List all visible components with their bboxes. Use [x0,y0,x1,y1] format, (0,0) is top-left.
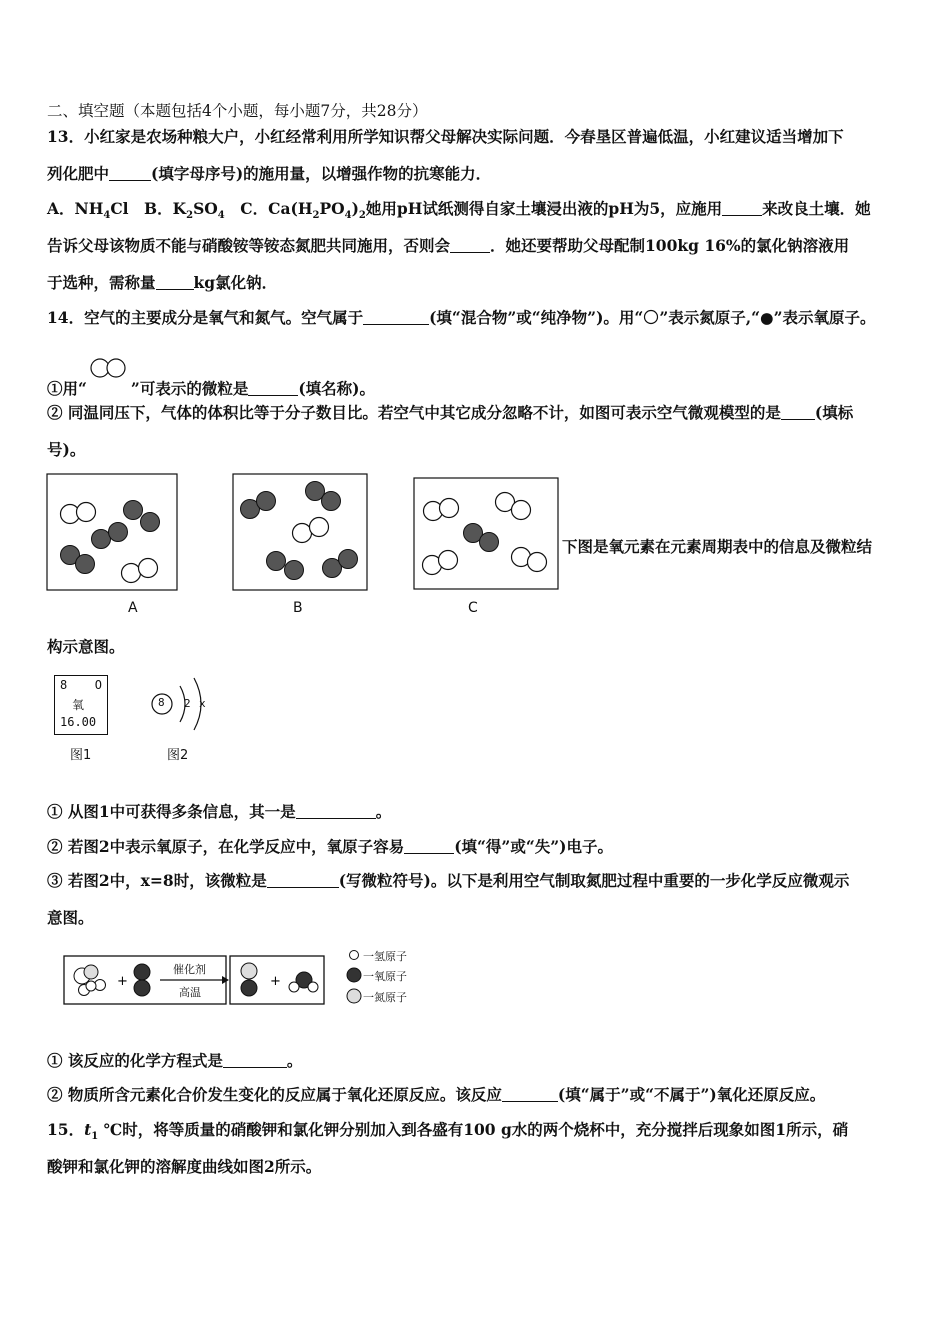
answer-blank[interactable] [296,803,376,819]
air-model-figure [46,472,562,622]
q14-line-10: ① 该反应的化学方程式是 。 [47,1051,303,1070]
shell-2-electrons: x [199,697,206,710]
element-card [54,675,108,735]
q15-line-1: 15．$t_1$ ℃时，将等质量的硝酸钾和氯化钾分别加入到各盛有100 g水的两个烧杯中，充分搅拌后现象如图1所示，硝 [47,1120,849,1143]
legend-oxygen: 一氧原子 [363,970,407,983]
q14-side-text: 下图是氧元素在元素周期表中的信息及微粒结 [562,537,873,556]
model-box-c [414,478,558,589]
shell-1-electrons: 2 [184,697,191,710]
reaction-diagram [62,945,432,1011]
answer-blank[interactable] [223,1052,287,1068]
q14-line-1: 14．空气的主要成分是氧气和氮气。空气属于 (填“混合物”或“纯净物”)。用“ ”表示氮原子,“●”表示氧原子。 [47,308,876,327]
answer-blank[interactable] [450,237,490,253]
q13-line-3: A．$NH_4Cl$ B．$K_2SO_4$ C．$Ca(H_2PO_4)_2$她用pH试纸测得自家土壤浸出液的pH为5，应施用 来改良土壤．她 [47,199,871,222]
q14-line-3: ② 同温同压下，气体的体积比等于分子数目比。若空气中其它成分忽略不计，如图可表示空气微观模型的是 (填标 [47,403,854,422]
answer-blank[interactable] [267,872,339,888]
box-label-c: C [468,600,478,616]
model-box-b [233,474,367,590]
atomic-number: 8 [60,678,68,692]
nitrogen-atom-icon [643,309,659,325]
legend-hydrogen: 一氢原子 [363,950,407,963]
q13-line-2: 列化肥中 (填字母序号)的施用量，以增强作物的抗寒能力． [47,164,492,183]
answer-blank[interactable] [156,274,194,290]
answer-blank[interactable] [781,404,815,420]
svg-text:+: + [270,974,281,989]
q14-line-7: ② 若图2中表示氧原子，在化学反应中，氧原子容易 (填“得”或“失”)电子。 [47,837,614,856]
arrow-condition-top: 催化剂 [173,963,206,976]
fig2-label: 图2 [167,748,189,763]
q14-line-9: 意图。 [47,908,94,927]
q14-line-4: 号)。 [47,440,86,459]
answer-blank[interactable] [722,200,762,216]
svg-text:+: + [117,974,128,989]
atomic-mass: 16.00 [60,715,97,729]
arrow-condition-bottom: 高温 [179,986,201,999]
fig1-label: 图1 [70,748,92,763]
q14-line-8: ③ 若图2中，x=8时，该微粒是 (写微粒符号)。以下是利用空气制取氮肥过程中重要的一步化学反应微观示 [47,871,850,890]
q14-line-5: 构示意图。 [47,637,125,656]
nucleus-charge: 8 [158,696,165,709]
answer-blank[interactable] [404,838,454,854]
q14-line-11: ② 物质所含元素化合价发生变化的反应属于氧化还原反应。该反应 (填“属于”或“不属于”)氧化还原反应。 [47,1085,826,1104]
nitrogen-molecule-icon [87,356,131,386]
q13-line-4: 告诉父母该物质不能与硝酸铵等铵态氮肥共同施用，否则会 ．她还要帮助父母配制100kg 16%的氯化钠溶液用 [47,236,850,255]
answer-blank[interactable] [363,309,429,325]
q14-line-2: ①用“ ”可表示的微粒是 (填名称)。 [47,356,375,399]
q14-line-6: ① 从图1中可获得多条信息，其一是 。 [47,802,392,821]
element-name: 氧 [72,698,85,712]
section-title: 二、填空题（本题包括4个小题，每小题7分，共28分） [47,102,428,120]
atom-structure-diagram [146,668,216,740]
legend-nitrogen: 一氮原子 [363,991,407,1004]
box-label-a: A [128,600,138,616]
q13-line-1: 13．小红家是农场种粮大户，小红经常利用所学知识帮父母解决实际问题．今春垦区普遍低温，小红建议适当增加下 [47,127,844,146]
element-symbol: O [94,678,102,692]
answer-blank[interactable] [248,380,298,396]
answer-blank[interactable] [109,165,151,181]
model-box-a [47,474,177,590]
q15-line-2: 酸钾和氯化钾的溶解度曲线如图2所示。 [47,1157,322,1176]
box-label-b: B [293,600,303,616]
answer-blank[interactable] [502,1086,558,1102]
q13-line-5: 于选种，需称量 kg氯化钠． [47,273,278,292]
